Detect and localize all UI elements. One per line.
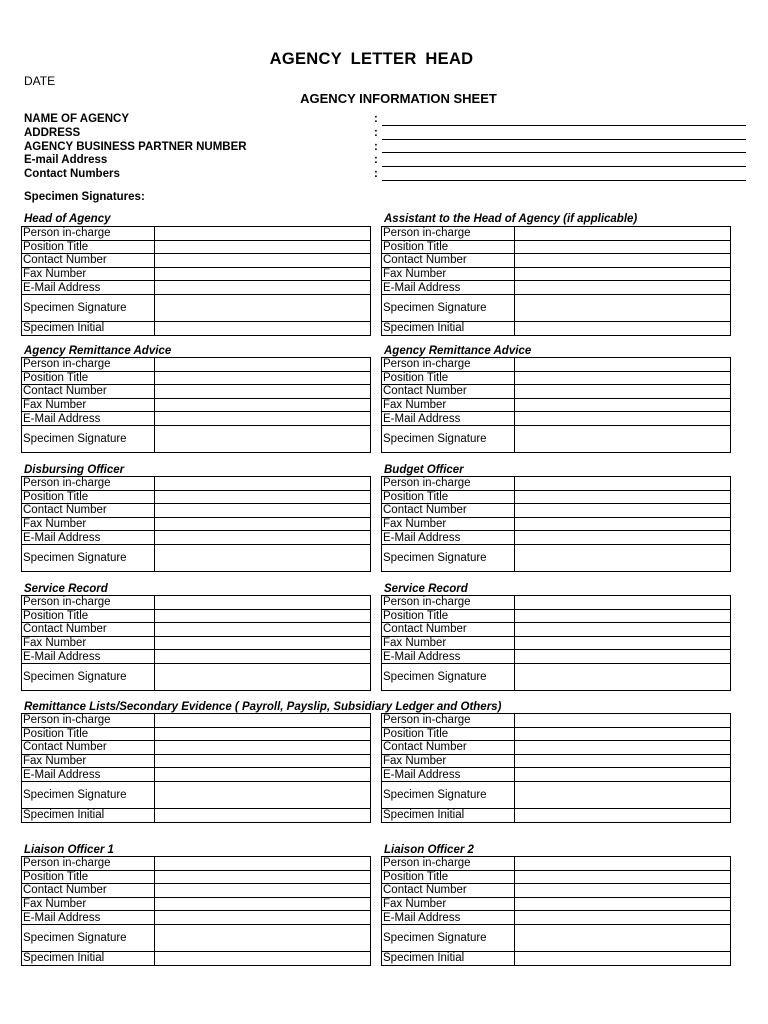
contact-input-cell[interactable]	[515, 254, 731, 268]
field-label: Specimen Initial	[22, 808, 155, 822]
info-row-bp-number	[24, 141, 724, 155]
field-label: Fax Number	[22, 398, 155, 412]
email-input-cell[interactable]	[515, 281, 731, 295]
initial-input-cell[interactable]	[155, 321, 371, 335]
person-input-cell[interactable]	[155, 227, 371, 241]
contact-input-cell[interactable]	[515, 741, 731, 755]
table-row	[22, 490, 371, 504]
table-row	[382, 294, 731, 321]
info-row-contact	[24, 168, 724, 182]
signature-input-cell[interactable]	[155, 544, 371, 571]
field-label: Specimen Signature	[22, 663, 155, 690]
table-row	[22, 267, 371, 281]
table-row	[382, 741, 731, 755]
table-row	[382, 371, 731, 385]
section-title-remittance-lists: Remittance Lists/Secondary Evidence ( Payroll, Payslip, Subsidiary Ledger and Others)	[24, 701, 502, 713]
fax-input-cell[interactable]	[155, 897, 371, 911]
remittance-advice-table-right	[381, 357, 731, 453]
person-input-cell[interactable]	[515, 227, 731, 241]
table-row	[382, 754, 731, 768]
address-field[interactable]	[382, 139, 746, 140]
person-input-cell[interactable]	[515, 477, 731, 491]
email-input-cell[interactable]	[515, 412, 731, 426]
field-label: E-Mail Address	[22, 650, 155, 664]
field-label: Position Title	[382, 727, 515, 741]
field-label: Specimen Initial	[22, 951, 155, 965]
table-row	[22, 808, 371, 822]
table-row	[382, 240, 731, 254]
info-row-email	[24, 154, 724, 168]
table-row	[382, 650, 731, 664]
remittance-lists-table-right	[381, 713, 731, 823]
table-row	[22, 951, 371, 965]
contact-numbers-field[interactable]	[382, 180, 746, 181]
field-label: Person in-charge	[382, 596, 515, 610]
table-row	[22, 371, 371, 385]
section-title-liaison-officer-1: Liaison Officer 1	[24, 844, 114, 856]
fax-input-cell[interactable]	[155, 754, 371, 768]
info-colon: :	[374, 126, 378, 139]
field-label: Specimen Signature	[22, 425, 155, 452]
table-row	[382, 884, 731, 898]
field-label: Fax Number	[382, 754, 515, 768]
table-row	[382, 477, 731, 491]
fax-input-cell[interactable]	[515, 754, 731, 768]
section-title-head-of-agency: Head of Agency	[24, 213, 111, 225]
table-row	[22, 727, 371, 741]
contact-input-cell[interactable]	[515, 884, 731, 898]
field-label: E-Mail Address	[22, 412, 155, 426]
email-input-cell[interactable]	[155, 911, 371, 925]
initial-input-cell[interactable]	[515, 808, 731, 822]
info-colon: :	[374, 140, 378, 153]
field-label: Position Title	[22, 490, 155, 504]
table-row	[22, 768, 371, 782]
field-label: Specimen Signature	[22, 544, 155, 571]
position-input-cell[interactable]	[515, 240, 731, 254]
table-row	[382, 781, 731, 808]
field-label: Specimen Initial	[382, 808, 515, 822]
signature-input-cell[interactable]	[155, 425, 371, 452]
fax-input-cell[interactable]	[155, 636, 371, 650]
field-label: E-Mail Address	[382, 768, 515, 782]
specimen-signatures-label: Specimen Signatures:	[24, 191, 145, 203]
field-label: Position Title	[382, 870, 515, 884]
table-row	[22, 741, 371, 755]
field-label: Position Title	[382, 490, 515, 504]
table-row	[382, 385, 731, 399]
field-label: Specimen Initial	[382, 321, 515, 335]
table-row	[382, 531, 731, 545]
field-label: Fax Number	[22, 754, 155, 768]
table-row	[22, 398, 371, 412]
table-row	[22, 358, 371, 372]
table-row	[382, 254, 731, 268]
contact-input-cell[interactable]	[515, 623, 731, 637]
signature-input-cell[interactable]	[515, 425, 731, 452]
section-title-budget-officer: Budget Officer	[384, 464, 464, 476]
info-colon: :	[374, 113, 378, 125]
table-row	[22, 663, 371, 690]
field-label: Contact Number	[382, 623, 515, 637]
signature-input-cell[interactable]	[515, 924, 731, 951]
field-label: Contact Number	[22, 385, 155, 399]
person-input-cell[interactable]	[515, 596, 731, 610]
table-row	[382, 951, 731, 965]
field-label: Fax Number	[382, 517, 515, 531]
info-row-name	[24, 113, 724, 127]
field-label: Specimen Signature	[382, 663, 515, 690]
field-label: Fax Number	[382, 267, 515, 281]
info-label: ADDRESS	[24, 126, 81, 139]
email-input-cell[interactable]	[515, 768, 731, 782]
field-label: Person in-charge	[22, 477, 155, 491]
agency-name-field[interactable]	[382, 125, 746, 126]
head-of-agency-table	[21, 226, 371, 336]
table-row	[382, 227, 731, 241]
section-title-liaison-officer-2: Liaison Officer 2	[384, 844, 474, 856]
table-row	[22, 754, 371, 768]
table-row	[382, 857, 731, 871]
table-row	[22, 477, 371, 491]
table-row	[382, 517, 731, 531]
table-row	[382, 281, 731, 295]
initial-input-cell[interactable]	[155, 951, 371, 965]
field-label: Specimen Initial	[22, 321, 155, 335]
field-label: Specimen Signature	[22, 781, 155, 808]
field-label: Contact Number	[382, 504, 515, 518]
table-row	[22, 623, 371, 637]
section-title-service-record: Service Record	[384, 583, 468, 595]
service-record-table-left	[21, 595, 371, 691]
email-input-cell[interactable]	[155, 768, 371, 782]
table-row	[382, 808, 731, 822]
field-label: Specimen Signature	[382, 544, 515, 571]
date-label: DATE	[24, 74, 56, 88]
field-label: E-Mail Address	[382, 281, 515, 295]
contact-input-cell[interactable]	[155, 385, 371, 399]
section-title-remittance-advice: Agency Remittance Advice	[384, 345, 532, 357]
table-row	[22, 596, 371, 610]
field-label: E-Mail Address	[22, 768, 155, 782]
table-row	[382, 412, 731, 426]
field-label: Position Title	[382, 240, 515, 254]
field-label: Person in-charge	[382, 857, 515, 871]
position-input-cell[interactable]	[155, 870, 371, 884]
table-row	[22, 911, 371, 925]
field-label: Position Title	[382, 371, 515, 385]
table-row	[22, 924, 371, 951]
position-input-cell[interactable]	[155, 240, 371, 254]
info-colon: :	[374, 168, 378, 181]
fax-input-cell[interactable]	[155, 517, 371, 531]
table-row	[22, 650, 371, 664]
fax-input-cell[interactable]	[155, 267, 371, 281]
field-label: Position Title	[22, 609, 155, 623]
table-row	[382, 924, 731, 951]
signature-input-cell[interactable]	[515, 663, 731, 690]
email-input-cell[interactable]	[515, 531, 731, 545]
table-row	[22, 609, 371, 623]
table-row	[382, 609, 731, 623]
info-label: AGENCY BUSINESS PARTNER NUMBER	[24, 140, 247, 153]
position-input-cell[interactable]	[515, 371, 731, 385]
service-record-table-right	[381, 595, 731, 691]
table-row	[22, 531, 371, 545]
agency-info-block	[24, 113, 724, 182]
field-label: E-Mail Address	[22, 281, 155, 295]
liaison-officer-1-table	[21, 856, 371, 966]
field-label: Person in-charge	[22, 358, 155, 372]
signature-input-cell[interactable]	[155, 663, 371, 690]
table-row	[382, 768, 731, 782]
field-label: Specimen Initial	[382, 951, 515, 965]
field-label: Person in-charge	[22, 714, 155, 728]
contact-input-cell[interactable]	[515, 385, 731, 399]
field-label: Specimen Signature	[382, 294, 515, 321]
table-row	[382, 911, 731, 925]
contact-input-cell[interactable]	[515, 504, 731, 518]
table-row	[22, 240, 371, 254]
field-label: Fax Number	[22, 636, 155, 650]
info-label: Contact Numbers	[24, 168, 120, 181]
field-label: Position Title	[22, 371, 155, 385]
person-input-cell[interactable]	[155, 358, 371, 372]
assistant-table	[381, 226, 731, 336]
table-row	[22, 227, 371, 241]
section-title-assistant: Assistant to the Head of Agency (if applicable)	[384, 213, 638, 225]
field-label: Position Title	[22, 727, 155, 741]
table-row	[382, 870, 731, 884]
table-row	[22, 544, 371, 571]
field-label: Fax Number	[382, 398, 515, 412]
table-row	[382, 267, 731, 281]
email-field[interactable]	[382, 166, 746, 167]
field-label: Person in-charge	[22, 857, 155, 871]
field-label: Contact Number	[382, 254, 515, 268]
field-label: E-Mail Address	[22, 911, 155, 925]
table-row	[382, 358, 731, 372]
initial-input-cell[interactable]	[515, 321, 731, 335]
contact-input-cell[interactable]	[155, 884, 371, 898]
field-label: E-Mail Address	[382, 911, 515, 925]
field-label: Contact Number	[22, 623, 155, 637]
table-row	[22, 281, 371, 295]
field-label: Specimen Signature	[382, 781, 515, 808]
position-input-cell[interactable]	[515, 609, 731, 623]
table-row	[382, 623, 731, 637]
table-row	[22, 412, 371, 426]
disbursing-officer-table	[21, 476, 371, 572]
table-row	[22, 321, 371, 335]
signature-input-cell[interactable]	[155, 924, 371, 951]
initial-input-cell[interactable]	[155, 808, 371, 822]
budget-officer-table	[381, 476, 731, 572]
email-input-cell[interactable]	[155, 281, 371, 295]
table-row	[382, 425, 731, 452]
field-label: Contact Number	[382, 741, 515, 755]
signature-input-cell[interactable]	[155, 294, 371, 321]
fax-input-cell[interactable]	[515, 636, 731, 650]
fax-input-cell[interactable]	[515, 267, 731, 281]
signature-input-cell[interactable]	[155, 781, 371, 808]
table-row	[22, 636, 371, 650]
field-label: E-Mail Address	[382, 412, 515, 426]
table-row	[22, 857, 371, 871]
field-label: Specimen Signature	[382, 924, 515, 951]
person-input-cell[interactable]	[515, 358, 731, 372]
field-label: E-Mail Address	[382, 531, 515, 545]
table-row	[382, 544, 731, 571]
table-row	[382, 596, 731, 610]
contact-input-cell[interactable]	[155, 623, 371, 637]
info-label: NAME OF AGENCY	[24, 113, 129, 125]
field-label: Person in-charge	[382, 227, 515, 241]
remittance-lists-table-left	[21, 713, 371, 823]
email-input-cell[interactable]	[515, 650, 731, 664]
table-row	[22, 254, 371, 268]
position-input-cell[interactable]	[155, 609, 371, 623]
field-label: Fax Number	[22, 897, 155, 911]
signature-input-cell[interactable]	[515, 294, 731, 321]
signature-input-cell[interactable]	[515, 544, 731, 571]
contact-input-cell[interactable]	[155, 741, 371, 755]
contact-input-cell[interactable]	[155, 254, 371, 268]
person-input-cell[interactable]	[155, 857, 371, 871]
table-row	[382, 897, 731, 911]
table-row	[22, 884, 371, 898]
email-input-cell[interactable]	[155, 531, 371, 545]
table-row	[382, 490, 731, 504]
fax-input-cell[interactable]	[515, 897, 731, 911]
field-label: Specimen Signature	[22, 294, 155, 321]
table-row	[382, 504, 731, 518]
table-row	[382, 727, 731, 741]
field-label: Fax Number	[382, 636, 515, 650]
section-title-remittance-advice: Agency Remittance Advice	[24, 345, 172, 357]
table-row	[382, 714, 731, 728]
field-label: Contact Number	[382, 385, 515, 399]
table-row	[22, 425, 371, 452]
field-label: Contact Number	[22, 254, 155, 268]
field-label: Contact Number	[382, 884, 515, 898]
contact-input-cell[interactable]	[155, 504, 371, 518]
signature-input-cell[interactable]	[515, 781, 731, 808]
info-row-address	[24, 127, 724, 141]
position-input-cell[interactable]	[515, 870, 731, 884]
table-row	[22, 504, 371, 518]
fax-input-cell[interactable]	[515, 398, 731, 412]
section-title-disbursing-officer: Disbursing Officer	[24, 464, 125, 476]
field-label: Person in-charge	[22, 227, 155, 241]
position-input-cell[interactable]	[155, 371, 371, 385]
initial-input-cell[interactable]	[515, 951, 731, 965]
field-label: Person in-charge	[382, 477, 515, 491]
field-label: Fax Number	[22, 517, 155, 531]
section-title-service-record: Service Record	[24, 583, 108, 595]
position-input-cell[interactable]	[515, 490, 731, 504]
sheet-subtitle: AGENCY INFORMATION SHEET	[300, 91, 497, 106]
field-label: Person in-charge	[382, 714, 515, 728]
person-input-cell[interactable]	[515, 857, 731, 871]
field-label: Contact Number	[22, 741, 155, 755]
field-label: Fax Number	[22, 267, 155, 281]
table-row	[382, 321, 731, 335]
info-colon: :	[374, 154, 378, 167]
field-label: Person in-charge	[22, 596, 155, 610]
field-label: Contact Number	[22, 504, 155, 518]
table-row	[22, 870, 371, 884]
person-input-cell[interactable]	[155, 714, 371, 728]
remittance-advice-table-left	[21, 357, 371, 453]
field-label: E-Mail Address	[382, 650, 515, 664]
email-input-cell[interactable]	[155, 650, 371, 664]
table-row	[22, 294, 371, 321]
liaison-officer-2-table	[381, 856, 731, 966]
fax-input-cell[interactable]	[515, 517, 731, 531]
position-input-cell[interactable]	[515, 727, 731, 741]
person-input-cell[interactable]	[155, 477, 371, 491]
position-input-cell[interactable]	[155, 490, 371, 504]
field-label: Specimen Signature	[22, 924, 155, 951]
fax-input-cell[interactable]	[155, 398, 371, 412]
field-label: Specimen Signature	[382, 425, 515, 452]
table-row	[382, 663, 731, 690]
person-input-cell[interactable]	[155, 596, 371, 610]
table-row	[22, 714, 371, 728]
field-label: Position Title	[22, 240, 155, 254]
table-row	[22, 385, 371, 399]
table-row	[22, 517, 371, 531]
position-input-cell[interactable]	[155, 727, 371, 741]
field-label: Position Title	[22, 870, 155, 884]
page-title: AGENCY LETTER HEAD	[269, 50, 474, 68]
field-label: Person in-charge	[382, 358, 515, 372]
table-row	[382, 398, 731, 412]
field-label: Fax Number	[382, 897, 515, 911]
table-row	[382, 636, 731, 650]
table-row	[22, 897, 371, 911]
email-input-cell[interactable]	[155, 412, 371, 426]
field-label: Contact Number	[22, 884, 155, 898]
table-row	[22, 781, 371, 808]
bp-number-field[interactable]	[382, 152, 746, 153]
field-label: Position Title	[382, 609, 515, 623]
info-label: E-mail Address	[24, 154, 108, 167]
field-label: E-Mail Address	[22, 531, 155, 545]
email-input-cell[interactable]	[515, 911, 731, 925]
person-input-cell[interactable]	[515, 714, 731, 728]
